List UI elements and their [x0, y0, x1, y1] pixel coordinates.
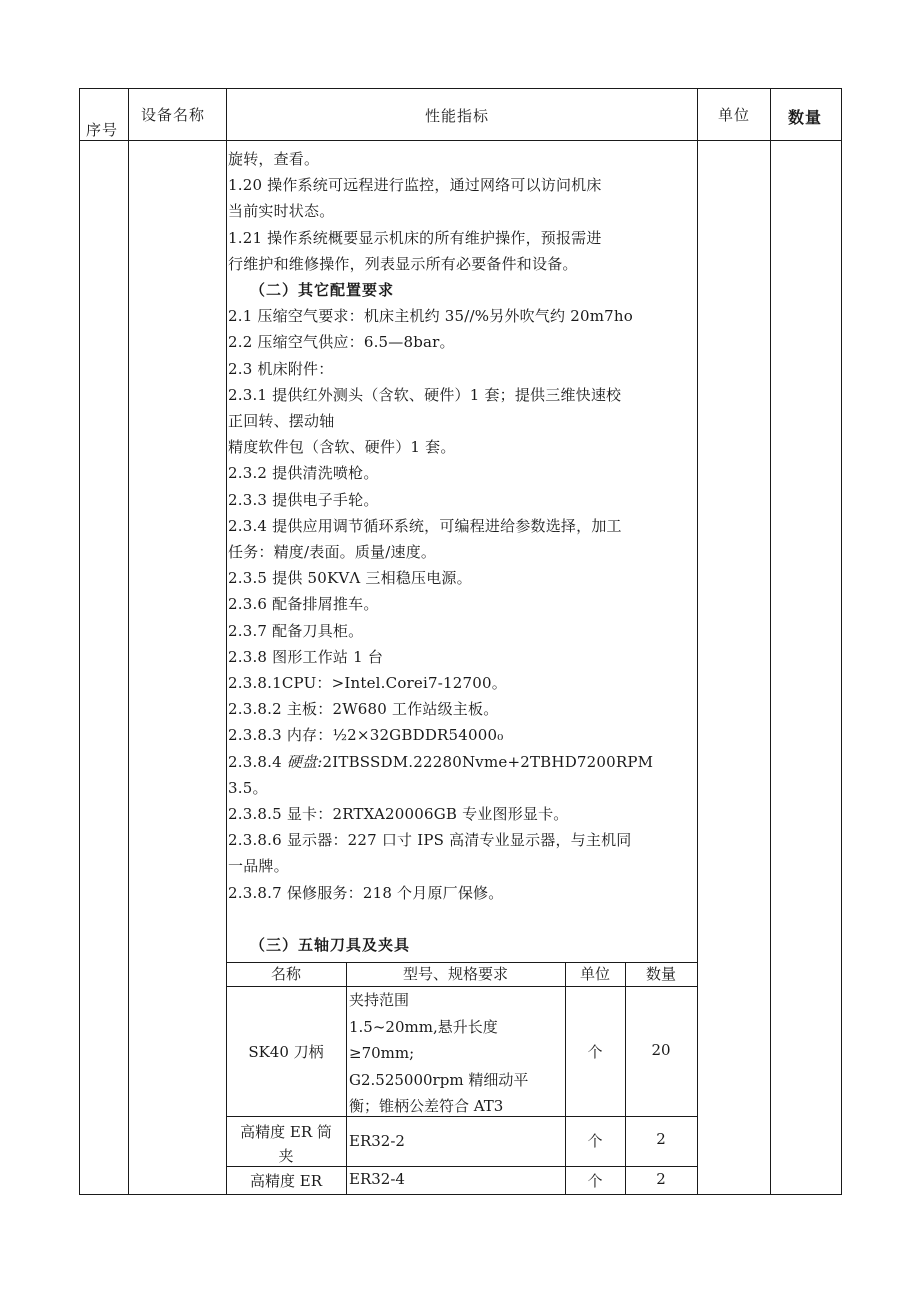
spec-line: 2.3.7 配备刀具柜。: [228, 621, 364, 640]
header-qty: 数量: [788, 108, 823, 127]
subtable-col-1: [346, 962, 347, 1194]
subtable-header-qty: 数量: [645, 965, 676, 983]
row3-qty: 2: [656, 1170, 666, 1188]
spec-line: 2.3.4 提供应用调节循环系统，可编程进给参数选择，加工: [228, 516, 622, 535]
row3-spec: ER32-4: [349, 1170, 405, 1188]
header-unit: 单位: [718, 106, 751, 124]
header-spec: 性能指标: [425, 107, 490, 125]
spec-line: 正回转、摆动轴: [228, 412, 335, 431]
header-device-name: 设备名称: [141, 106, 206, 124]
spec-line-disk: [228, 749, 698, 775]
spec-line: 精度软件包（含软、硬件）1 套。: [228, 438, 456, 457]
header-bottom-border: [79, 140, 842, 141]
disk-label: 硬盘:: [286, 752, 323, 771]
disk-prefix: 2.3.8.4: [228, 752, 287, 771]
row1-unit: 个: [587, 1043, 603, 1061]
row2-name: [226, 1120, 346, 1168]
spec-line: 2.2 压缩空气供应：6.5—8bar。: [228, 333, 455, 352]
col-divider-1: [128, 88, 129, 1195]
spec-line: 2.3.5 提供 50KVΛ 三相稳压电源。: [228, 569, 472, 588]
row1-spec-line: G2.525000rpm 精细动平: [349, 1070, 529, 1089]
table-top-border: [79, 88, 842, 89]
spec-line: 2.3.8.6 显示器：227 口寸 IPS 高清专业显示器，与主机同: [228, 831, 632, 850]
spec-line: 2.3.6 配备排屑推车。: [228, 595, 379, 614]
row1-spec-line: 衡；锥柄公差符合 AT3: [349, 1097, 504, 1115]
row2-name-line: 夹: [278, 1147, 294, 1165]
row3-name: 高精度 ER: [249, 1172, 322, 1190]
spec-content: [228, 146, 698, 958]
row2-name-line: 高精度 ER 筒: [240, 1123, 332, 1141]
subtable-header-unit: 单位: [579, 965, 610, 983]
spec-line: 2.3.1 提供红外测头（含软、硬件）1 套；提供三维快速校: [228, 385, 622, 404]
section-heading-2: （二）其它配置要求: [250, 281, 395, 300]
spec-line: 2.3.8 图形工作站 1 台: [228, 647, 384, 666]
spacer: [228, 906, 698, 932]
spec-line: 3.5。: [228, 778, 268, 797]
row1-spec-line: 1.5~20mm,悬升长度: [349, 1017, 498, 1036]
subtable-col-3: [625, 962, 626, 1194]
row1-spec-line: ≥70mm;: [349, 1044, 415, 1062]
spec-line: 当前实时状态。: [228, 202, 335, 221]
section-heading-3: （三）五轴刀具及夹具: [250, 935, 411, 954]
col-divider-2: [226, 88, 227, 1195]
table-right-border: [841, 88, 842, 1195]
spec-line: 2.3.8.1CPU：>Intel.Corei7-12700。: [228, 674, 507, 693]
row1-spec: [349, 987, 528, 1120]
spec-line: 2.3.8.2 主板：2W680 工作站级主板。: [228, 700, 499, 719]
spec-line: 2.3.8.5 显卡：2RTXA20006GB 专业图形显卡。: [228, 805, 569, 824]
subtable-col-2: [565, 962, 566, 1194]
row3-unit: 个: [587, 1172, 603, 1190]
row1-qty: 20: [651, 1041, 671, 1059]
spec-line: 旋转，查看。: [228, 150, 320, 168]
spec-line: 2.3.8.7 保修服务：218 个月原厂保修。: [228, 883, 504, 902]
spec-line: 行维护和维修操作，列表显示所有必要备件和设备。: [228, 254, 578, 273]
disk-value: 2ITBSSDM.22280Nvme+2TBHD7200RPM: [322, 752, 654, 771]
table-left-border: [79, 88, 80, 1195]
spec-line: 一品牌。: [228, 857, 289, 876]
spec-line: 任务：精度/表面。质量/速度。: [228, 543, 437, 562]
col-divider-4: [770, 88, 771, 1195]
row2-unit: 个: [587, 1132, 603, 1150]
row1-name: SK40 刀柄: [248, 1043, 324, 1061]
spec-line: 2.3.8.3 内存：½2×32GBDDR54000₀: [228, 726, 504, 745]
row2-qty: 2: [656, 1130, 666, 1148]
row1-spec-line: 夹持范围: [349, 991, 410, 1009]
table-bottom-border: [79, 1194, 842, 1195]
header-seq: 序号: [86, 121, 119, 139]
spec-line: 2.1 压缩空气要求：机床主机约 35//%另外吹气约 20m7ho: [228, 307, 633, 326]
subtable-header-spec: 型号、规格要求: [402, 965, 508, 983]
spec-line: 2.3 机床附件：: [228, 359, 334, 378]
row2-spec: ER32-2: [349, 1132, 405, 1150]
spec-line: 2.3.3 提供电子手轮。: [228, 490, 379, 509]
subtable-header-name: 名称: [270, 965, 301, 983]
spec-line: 1.21 操作系统概要显示机床的所有维护操作，预报需进: [228, 228, 602, 247]
spec-line: 2.3.2 提供清洗喷枪。: [228, 464, 379, 483]
spec-line: 1.20 操作系统可远程进行监控，通过网络可以访问机床: [228, 176, 602, 195]
